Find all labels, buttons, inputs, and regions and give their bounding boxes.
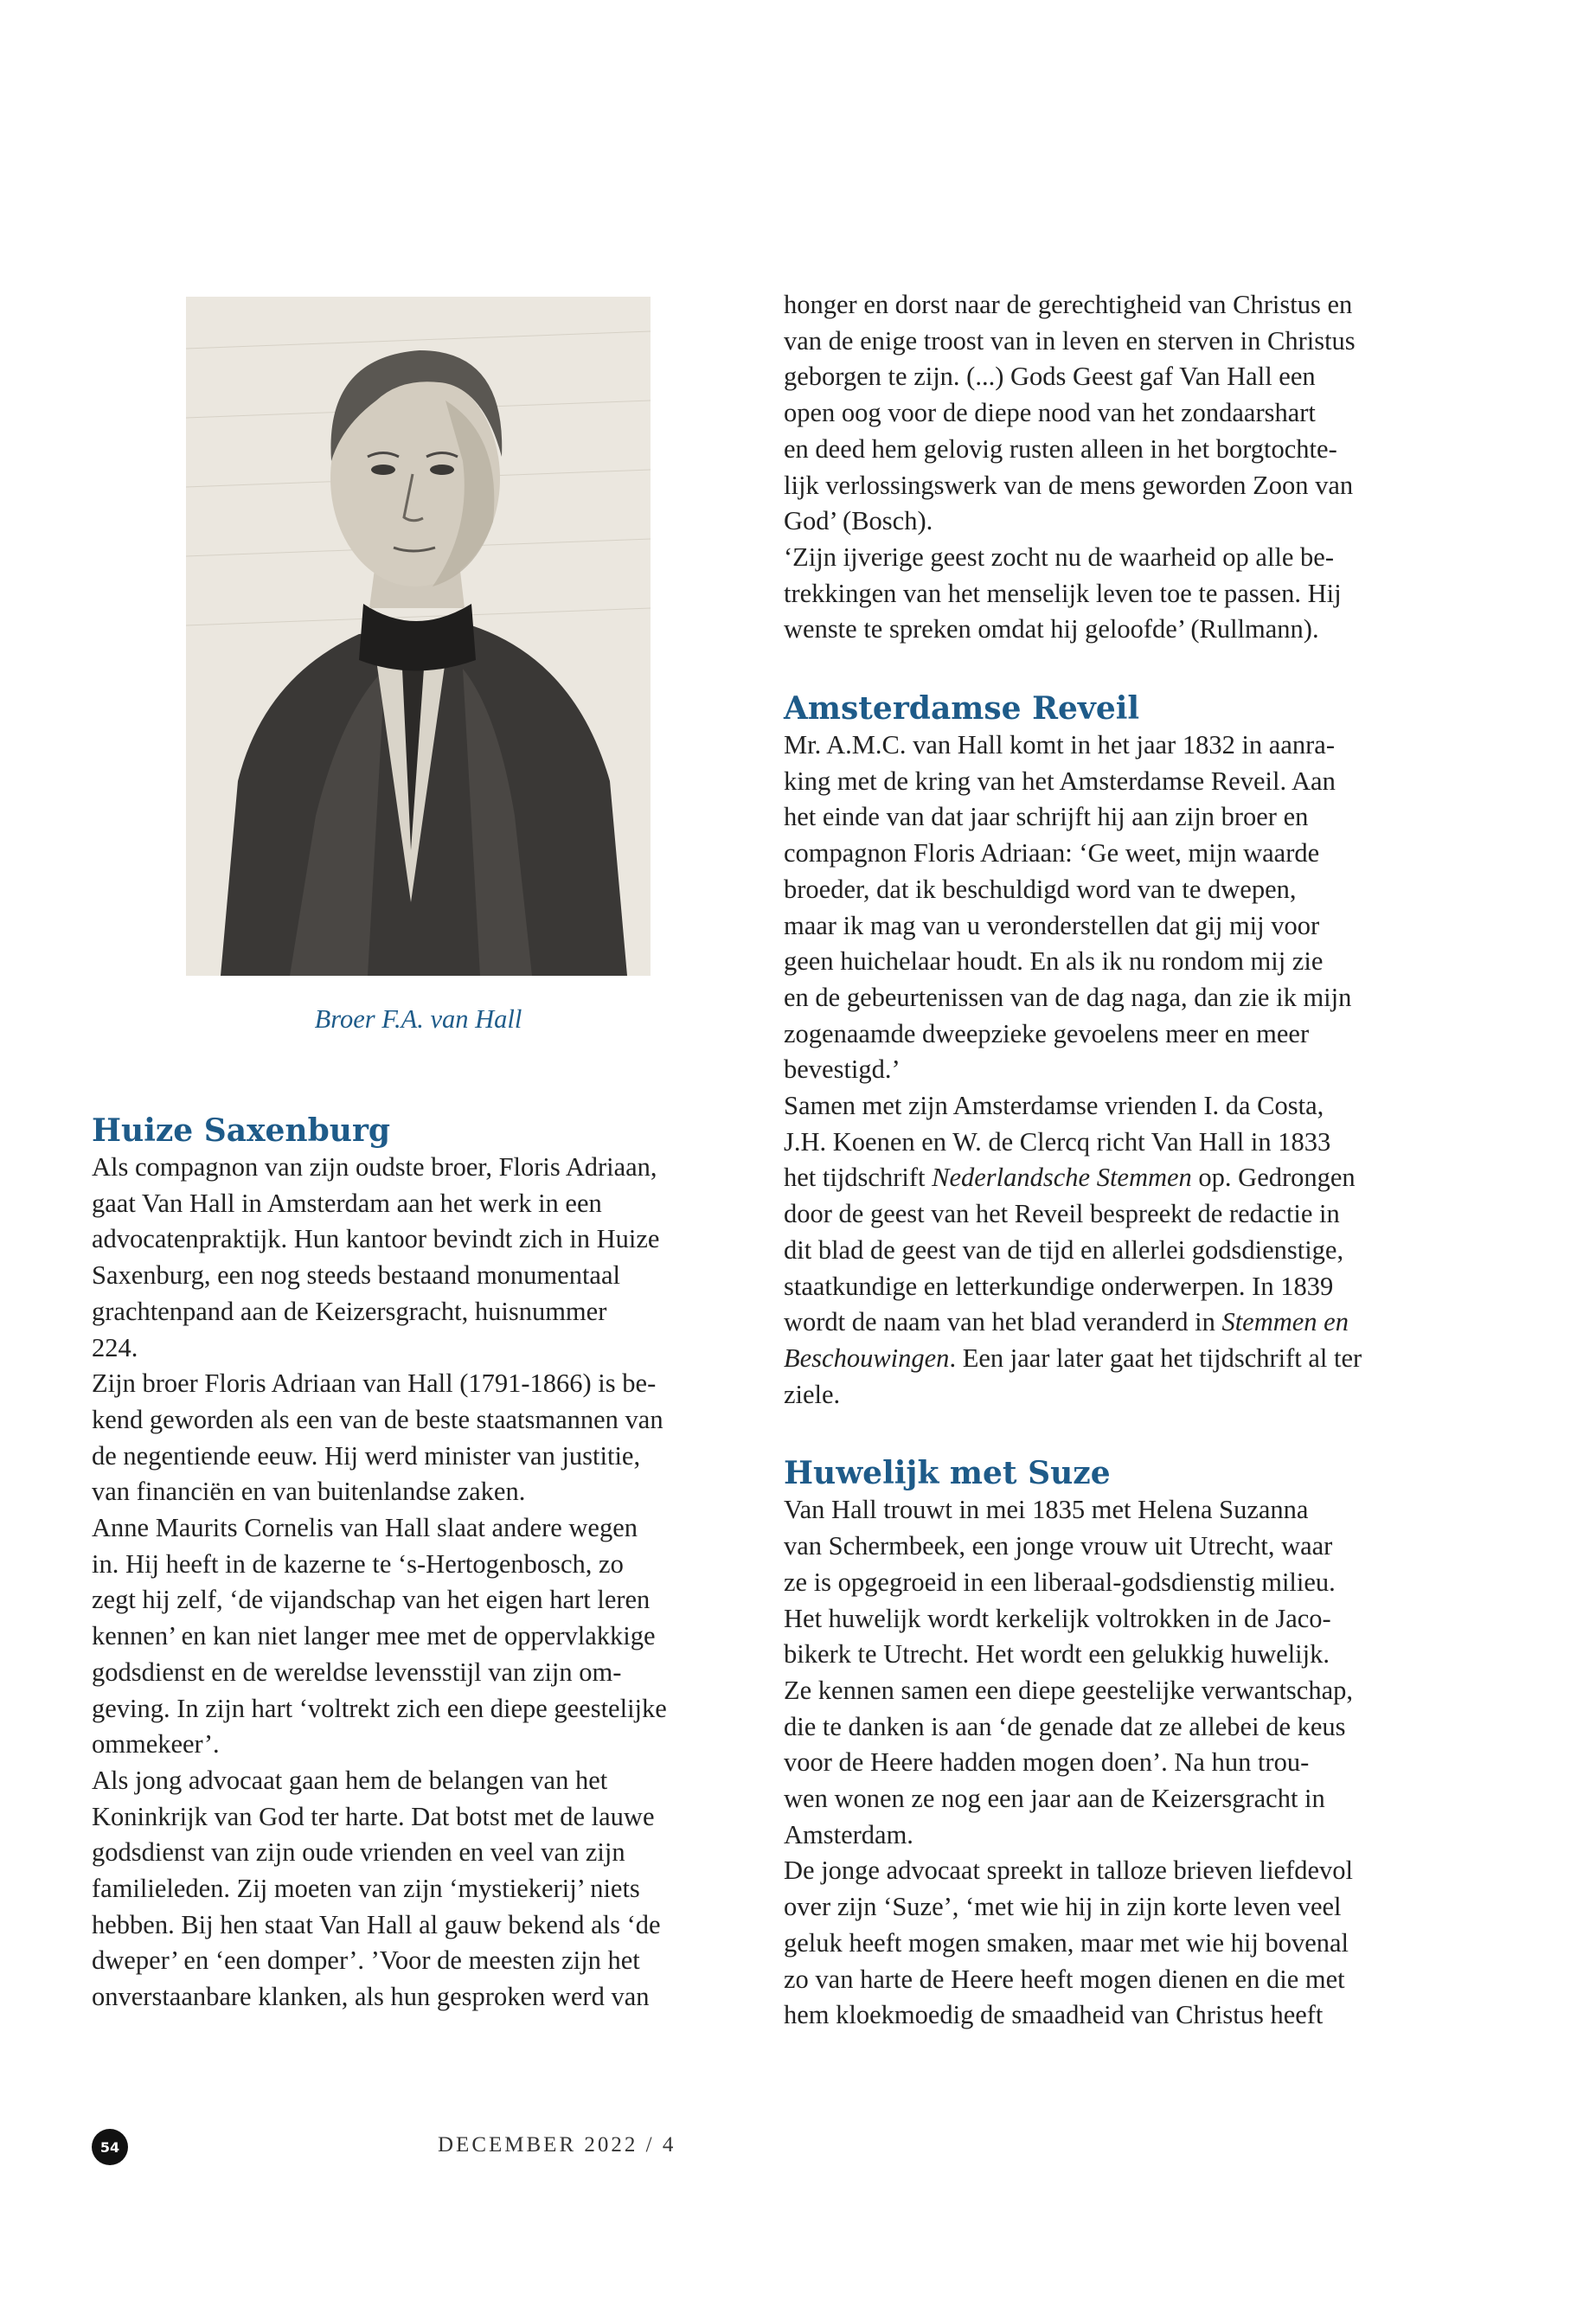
text-line: kend geworden als een van de beste staatsmannen van [92, 1404, 663, 1434]
text-line: compagnon Floris Adriaan: ‘Ge weet, mijn waarde [784, 838, 1320, 868]
paragraph [92, 1366, 749, 1510]
text-line: ziele. [784, 1379, 841, 1409]
text-line: trekkingen van het menselijk leven toe te passen. Hij [784, 578, 1342, 608]
text-line: Mr. A.M.C. van Hall komt in het jaar 1832 in aanra- [784, 730, 1335, 760]
text-line: hebben. Bij hen staat Van Hall al gauw bekend als ‘de [92, 1909, 661, 1939]
paragraph [784, 287, 1458, 540]
text-line: J.H. Koenen en W. de Clercq richt Van Hall in 1833 [784, 1126, 1331, 1157]
journal-title: Beschouwingen [784, 1343, 950, 1373]
text-line: lijk verlossingswerk van de mens geworden Zoon van [784, 470, 1354, 500]
text-line: het einde van dat jaar schrijft hij aan zijn broer en [784, 802, 1309, 832]
left-column [92, 1112, 749, 2016]
text-span: wordt de naam van het blad veranderd in [784, 1307, 1222, 1337]
text-line: advocatenpraktijk. Hun kantoor bevindt zich in Huize [92, 1224, 660, 1254]
text-line: zogenaamde dweepzieke gevoelens meer en meer [784, 1018, 1310, 1048]
issue-label: DECEMBER 2022 / 4 [438, 2133, 676, 2157]
text-line: bikerk te Utrecht. Het wordt een gelukkig huwelijk. [784, 1639, 1330, 1670]
text-line: de negentiende eeuw. Hij werd minister van justitie, [92, 1440, 641, 1471]
text-line: in. Hij heeft in de kazerne te ‘s-Hertogenbosch, zo [92, 1548, 624, 1579]
text-line: over zijn ‘Suze’, ‘met wie hij in zijn korte leven veel [784, 1892, 1342, 1922]
text-span: op. Gedrongen [1191, 1163, 1356, 1193]
text-line [784, 1341, 1458, 1377]
text-line: wen wonen ze nog een jaar aan de Keizersgracht in [784, 1784, 1325, 1814]
section-heading-saxenburg: Huize Saxenburg [92, 1112, 391, 1149]
text-line: geborgen te zijn. (...) Gods Geest gaf Van Hall een [784, 362, 1316, 392]
paragraph [92, 1763, 749, 2016]
text-line: godsdienst en de wereldse levensstijl van zijn om- [92, 1657, 622, 1687]
text-line: honger en dorst naar de gerechtigheid van Christus en [784, 290, 1353, 319]
text-line: Ze kennen samen een diepe geestelijke verwantschap, [784, 1675, 1353, 1705]
text-line: De jonge advocaat spreekt in talloze brieven liefdevol [784, 1856, 1354, 1886]
text-line: dweper’ en ‘een domper’. ’Voor de meesten zijn het [92, 1945, 640, 1976]
text-line: Van Hall trouwt in mei 1835 met Helena Suzanna [784, 1495, 1309, 1525]
text-line: staatkundige en letterkundige onderwerpen. In 1839 [784, 1271, 1334, 1301]
paragraph [92, 1150, 749, 1366]
text-line: geen huichelaar houdt. En als ik nu rondom mij zie [784, 946, 1324, 977]
text-line: maar ik mag van u veronderstellen dat gij mij voor [784, 910, 1320, 940]
journal-title: Nederlandsche Stemmen [932, 1163, 1192, 1193]
right-column [784, 287, 1458, 2034]
text-line: en deed hem gelovig rusten alleen in het borgtochte- [784, 433, 1337, 464]
journal-title: Stemmen en [1221, 1307, 1349, 1337]
section-heading-reveil: Amsterdamse Reveil [784, 690, 1140, 727]
text-line [784, 1304, 1458, 1341]
image-caption: Broer F.A. van Hall [314, 1004, 522, 1034]
text-line: gaat Van Hall in Amsterdam aan het werk in een [92, 1188, 602, 1218]
text-line: ze is opgegroeid in een liberaal-godsdienstig milieu. [784, 1567, 1336, 1597]
text-span: het tijdschrift [784, 1163, 933, 1193]
text-line: hem kloekmoedig de smaadheid van Christus heeft [784, 2000, 1324, 2030]
section-heading-huwelijk: Huwelijk met Suze [784, 1455, 1111, 1492]
text-line: open oog voor de diepe nood van het zondaarshart [784, 398, 1316, 428]
text-line: van de enige troost van in leven en sterven in Christus [784, 325, 1356, 356]
text-line: king met de kring van het Amsterdamse Reveil. Aan [784, 766, 1336, 796]
paragraph [784, 727, 1458, 1088]
text-line: en de gebeurtenissen van de dag naga, dan zie ik mijn [784, 982, 1352, 1012]
text-line: zegt hij zelf, ‘de vijandschap van het eigen hart leren [92, 1585, 651, 1615]
text-line: Als compagnon van zijn oudste broer, Floris Adriaan, [92, 1152, 657, 1182]
text-line: 224. [92, 1332, 138, 1362]
text-line: Het huwelijk wordt kerkelijk voltrokken in de Jaco- [784, 1603, 1331, 1633]
text-line: Als jong advocaat gaan hem de belangen van het [92, 1765, 608, 1795]
text-span: . Een jaar later gaat het tijdschrift al ter [949, 1343, 1362, 1373]
paragraph [784, 540, 1458, 648]
paragraph [784, 1088, 1458, 1413]
portrait-engraving [186, 297, 651, 976]
text-line: voor de Heere hadden mogen doen’. Na hun trou- [784, 1747, 1310, 1778]
page-number-badge: 54 [92, 2129, 128, 2165]
text-line: grachtenpand aan de Keizersgracht, huisnummer [92, 1296, 607, 1326]
text-line: geving. In zijn hart ‘voltrekt zich een diepe geestelijke [92, 1693, 667, 1723]
text-line: broeder, dat ik beschuldigd word van te dwepen, [784, 874, 1297, 904]
text-line: van Schermbeek, een jonge vrouw uit Utrecht, waar [784, 1531, 1333, 1561]
text-line: die te danken is aan ‘de genade dat ze allebei de keus [784, 1711, 1346, 1741]
portrait-drawing [186, 297, 651, 976]
text-line: geluk heeft mogen smaken, maar met wie hij bovenal [784, 1927, 1349, 1958]
text-line: godsdienst van zijn oude vrienden en veel van zijn [92, 1837, 625, 1868]
paragraph [92, 1510, 749, 1763]
text-line: ‘Zijn ijverige geest zocht nu de waarheid op alle be- [784, 542, 1335, 572]
text-line: van financiën en van buitenlandse zaken. [92, 1477, 526, 1507]
text-line: Anne Maurits Cornelis van Hall slaat andere wegen [92, 1513, 638, 1543]
text-line: Saxenburg, een nog steeds bestaand monumentaal [92, 1260, 620, 1291]
paragraph [784, 1853, 1458, 2034]
text-line: familieleden. Zij moeten van zijn ‘mystiekerij’ niets [92, 1874, 640, 1904]
text-line: kennen’ en kan niet langer mee met de oppervlakkige [92, 1621, 656, 1651]
text-line: Koninkrijk van God ter harte. Dat botst met de lauwe [92, 1801, 655, 1831]
text-line: onverstaanbare klanken, als hun gesproken werd van [92, 1982, 650, 2012]
text-line: ommekeer’. [92, 1729, 220, 1759]
text-line: Samen met zijn Amsterdamse vrienden I. da Costa, [784, 1091, 1324, 1121]
text-line: wenste te spreken omdat hij geloofde’ (Rullmann). [784, 614, 1319, 644]
text-line: bevestigd.’ [784, 1054, 901, 1085]
text-line: zo van harte de Heere heeft mogen dienen en die met [784, 1964, 1345, 1994]
text-line: dit blad de geest van de tijd en allerlei godsdienstige, [784, 1234, 1344, 1265]
paragraph [784, 1492, 1458, 1853]
text-line: Zijn broer Floris Adriaan van Hall (1791-1866) is be- [92, 1368, 657, 1399]
text-line: Amsterdam. [784, 1819, 913, 1849]
text-line: God’ (Bosch). [784, 506, 933, 536]
text-line: door de geest van het Reveil bespreekt de redactie in [784, 1199, 1340, 1229]
text-line [784, 1160, 1458, 1196]
